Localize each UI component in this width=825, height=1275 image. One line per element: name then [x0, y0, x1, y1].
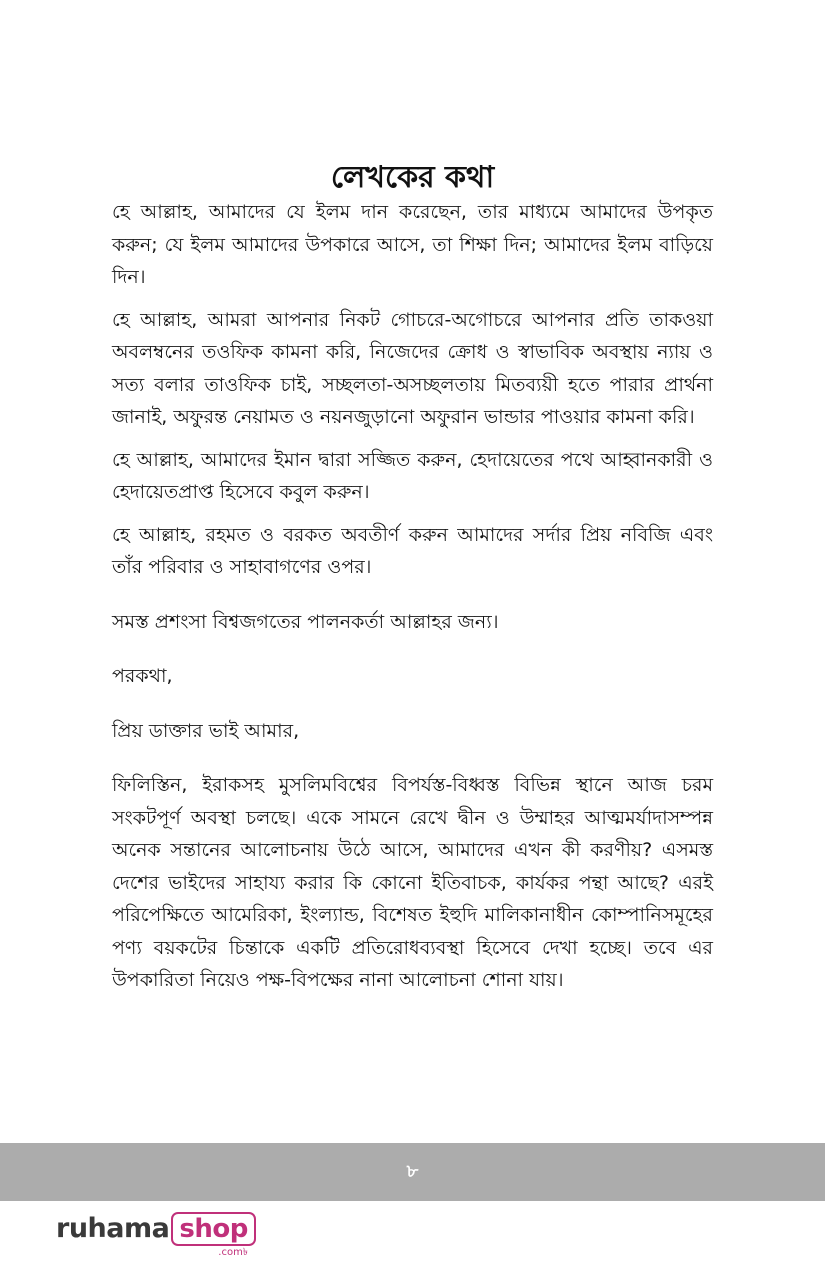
paragraph-praise: সমস্ত প্রশংসা বিশ্বজগতের পালনকর্তা আল্লাহর জন্য। [112, 610, 499, 633]
paragraph-prayer-iman: হে আল্লাহ, আমাদের ইমান দ্বারা সজ্জিত করুন, হেদায়েতের পথে আহ্বানকারী ও হেদায়েতপ্রাপ্ত হিসেবে কবুল করুন। [112, 448, 713, 503]
paragraph-porokotha: পরকথা, [112, 665, 173, 687]
body-text [112, 196, 713, 1007]
brand-domain: .com৳ [218, 1247, 248, 1258]
brand-shop: shop [179, 1214, 248, 1244]
page-title: লেখকের কথা [330, 160, 495, 196]
paragraph-prayer-rahmat: হে আল্লাহ, রহমত ও বরকত অবতীর্ণ করুন আমাদের সর্দার প্রিয় নবিজি এবং তাঁর পরিবার ও সাহাবাগণের ওপর। [112, 523, 713, 578]
page-number: ৮ [406, 1160, 419, 1182]
brand-logo [56, 1212, 256, 1256]
paragraph-prayer-ilm: হে আল্লাহ, আমাদের যে ইলম দান করেছেন, তার মাধ্যমে আমাদের উপকৃত করুন; যে ইলম আমাদের উপকারে আসে, তা শিক্ষা দিন; আমাদের ইলম বাড়িয়ে দিন। [112, 201, 713, 288]
paragraph-prayer-taqwa: হে আল্লাহ, আমরা আপনার নিকট গোচরে-অগোচরে আপনার প্রতি তাকওয়া অবলম্বনের তওফিক কামনা করি, নিজেদের ক্রোধ ও স্বাভাবিক অবস্থায় ন্যায় ও সত্য বলার তাওফিক চাই, সচ্ছলতা-অসচ্ছলতায় মিতব্যয়ী হতে পারার প্রার্থনা জানাই, অফুরন্ত নেয়ামত ও নয়নজুড়ানো অফুরান ভান্ডার পাওয়ার কামনা করি। [112, 308, 713, 428]
paragraph-salutation: প্রিয় ডাক্তার ভাই আমার, [112, 719, 300, 742]
footer-bar [0, 1143, 825, 1201]
paragraph-main: ফিলিস্তিন, ইরাকসহ মুসলিমবিশ্বের বিপর্যস্ত-বিধ্বস্ত বিভিন্ন স্থানে আজ চরম সংকটপূর্ণ অবস্থা চলছে। একে সামনে রেখে দ্বীন ও উম্মাহর আত্মমর্যাদাসম্পন্ন অনেক সন্তানের আলোচনায় উঠে আসে, আমাদের এখন কী করণীয়? এসমস্ত দেশের ভাইদের সাহায্য করার কি কোনো ইতিবাচক, কার্যকর পন্থা আছে? এরই পরিপেক্ষিতে আমেরিকা, ইংল্যান্ড, বিশেষত ইহুদি মালিকানাধীন কোম্পানিসমূহের পণ্য বয়কটের চিন্তাকে একটি প্রতিরোধব্যবস্থা হিসেবে দেখা হচ্ছে। তবে এর উপকারিতা নিয়েও পক্ষ-বিপক্ষের নানা আলোচনা শোনা যায়। [112, 774, 713, 991]
brand-shop-box [171, 1212, 255, 1258]
brand-name: ruhama [56, 1213, 170, 1244]
